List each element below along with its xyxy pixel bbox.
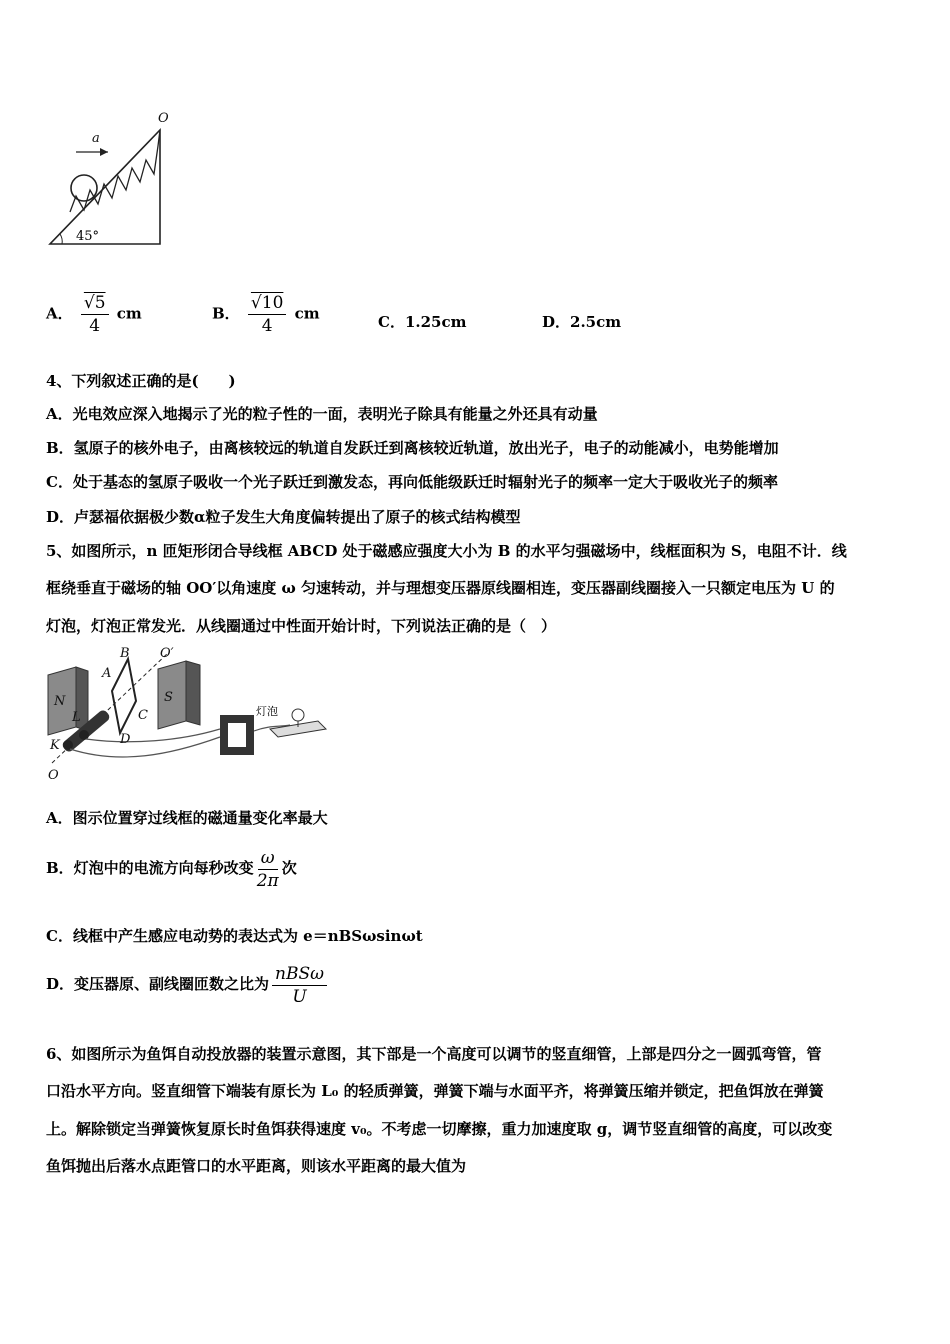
q5-option-b: B．灯泡中的电流方向每秒改变 $\frac{\omega}{2\pi}$ 次	[46, 847, 297, 891]
q4-option-c: C．处于基态的氢原子吸收一个光子跃迁到激发态，再向低能级跃迁时辐射光子的频率一定大于吸收光子的频率	[46, 473, 778, 491]
label-o: O	[48, 768, 59, 783]
q5-option-c: C．线框中产生感应电动势的表达式为 e＝nBSωsinωt	[46, 927, 423, 945]
label-b: B	[120, 646, 130, 661]
label-l: L	[72, 710, 81, 725]
pivot-label: O	[158, 111, 169, 126]
accel-label: a	[92, 131, 100, 146]
incline-spring-figure	[40, 100, 190, 250]
q6-line3: 上。解除锁定当弹簧恢复原长时鱼饵获得速度 v₀。不考虑一切摩擦，重力加速度取 g，调节竖直细管的高度，可以改变	[46, 1120, 833, 1138]
q6-line4: 鱼饵抛出后落水点距管口的水平距离，则该水平距离的最大值为	[46, 1157, 467, 1175]
generator-transformer-figure	[40, 645, 330, 785]
q4-option-a: A．光电效应深入地揭示了光的粒子性的一面，表明光子除具有能量之外还具有动量	[46, 405, 598, 423]
n-pole-label: N	[54, 694, 66, 709]
label-c: C	[138, 708, 148, 723]
label-k: K	[50, 738, 60, 753]
q5-option-d: D．变压器原、副线圈匝数之比为 $\frac{\text{nBSω}}{U}$	[46, 962, 330, 1008]
option-3c: C．1.25cm	[378, 313, 467, 331]
q6-line1: 6、如图所示为鱼饵自动投放器的装置示意图，其下部是一个高度可以调节的竖直细管，上部是四分之一圆弧弯管，管	[46, 1045, 822, 1063]
q5-option-a: A．图示位置穿过线框的磁通量变化率最大	[46, 809, 328, 827]
q5-stem-line1: 5、如图所示，n 匝矩形闭合导线框 ABCD 处于磁感应强度大小为 B 的水平匀强磁场中，线框面积为 S，电阻不计．线	[46, 542, 847, 560]
label-o-prime: O′	[160, 646, 174, 661]
lamp-label: 灯泡	[256, 705, 278, 718]
q4-stem: 4、下列叙述正确的是( )	[46, 372, 236, 390]
option-3d: D．2.5cm	[542, 313, 622, 331]
option-3b: B． $\frac{√10}{4}$ cm	[212, 293, 320, 336]
s-pole-label: S	[164, 690, 173, 705]
label-a: A	[102, 666, 112, 681]
q4-option-d: D．卢瑟福依据极少数α粒子发生大角度偏转提出了原子的核式结构模型	[46, 508, 521, 526]
angle-label: 45°	[76, 229, 100, 244]
q6-line2: 口沿水平方向。竖直细管下端装有原长为 L₀ 的轻质弹簧，弹簧下端与水面平齐，将弹簧压缩并锁定，把鱼饵放在弹簧	[46, 1082, 824, 1100]
q5-stem-line2: 框绕垂直于磁场的轴 OO′以角速度 ω 匀速转动，并与理想变压器原线圈相连，变压器副线圈接入一只额定电压为 U 的	[46, 579, 835, 597]
q4-option-b: B．氢原子的核外电子，由离核较远的轨道自发跃迁到离核较近轨道，放出光子，电子的动能减小，电势能增加	[46, 439, 779, 457]
q5-stem-line3: 灯泡，灯泡正常发光．从线圈通过中性面开始计时，下列说法正确的是（ ）	[46, 617, 557, 635]
option-3a: A． $\frac{√5}{4}$ cm	[46, 293, 142, 336]
label-d: D	[120, 732, 131, 747]
